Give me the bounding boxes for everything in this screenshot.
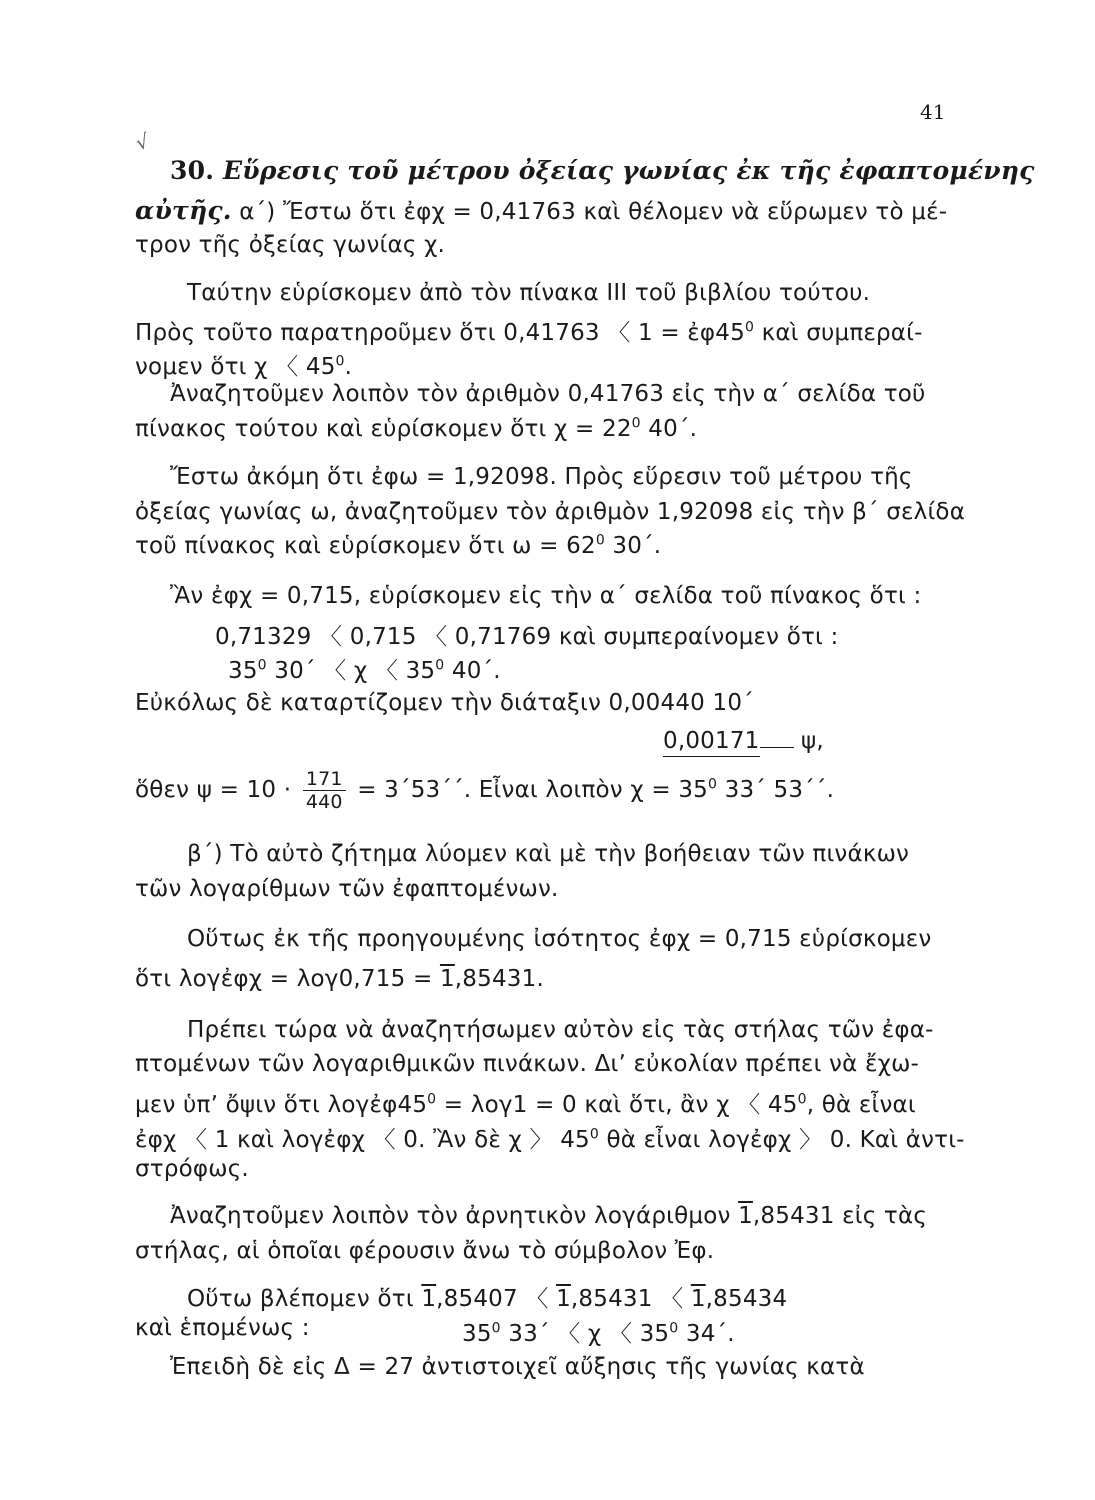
text-line: στήλας, αἱ ὁποῖαι φέρουσιν ἄνω τὸ σύμβολον Ἐφ. bbox=[135, 1238, 715, 1264]
text-line: ὅτι λογἐφχ = λογ0,715 = 1,85431. bbox=[135, 966, 544, 992]
page-number: 41 bbox=[920, 100, 946, 124]
text-line: Πρὸς τοῦτο παρατηροῦμεν ὅτι 0,41763 〈 $1 = ἐ\varphi 45^0$ καὶ συμπεραί- bbox=[135, 319, 923, 346]
text-line: Ἀναζητοῦμεν λοιπὸν τὸν ἀριθμὸν 0,41763 εἰς τὴν α΄ σελίδα τοῦ bbox=[170, 381, 926, 407]
text-line: Ταύτην εὑρίσκομεν ἀπὸ τὸν πίνακα ΙΙΙ τοῦ βιβλίου τούτου. bbox=[187, 280, 871, 306]
text-line: β΄) Τὸ αὐτὸ ζήτημα λύομεν καὶ μὲ τὴν βοήθειαν τῶν πινάκων bbox=[187, 841, 910, 867]
text-line: στρόφως. bbox=[135, 1156, 249, 1182]
section-number: 30. bbox=[170, 156, 215, 185]
inequality-values: $35^0$ 33΄ 〈 χ 〈 $35^0$ 34΄. bbox=[462, 1320, 735, 1347]
text-line: πτομένων τῶν λογαριθμικῶν πινάκων. Διʼ εὐκολίαν πρέπει νὰ ἔχω- bbox=[135, 1051, 920, 1077]
text-line: Ἐπειδὴ δὲ εἰς Δ = 27 ἀντιστοιχεῖ αὔξησις τῆς γωνίας κατὰ bbox=[170, 1354, 865, 1380]
text-line: τοῦ πίνακος καὶ εὑρίσκομεν ὅτι $\omega = 62^0$ 30΄. bbox=[135, 532, 662, 559]
difference-line: 0,00171 ψ, bbox=[663, 728, 824, 754]
text-line: ὀξείας γωνίας ω, ἀναζητοῦμεν τὸν ἀριθμὸν 1,92098 εἰς τὴν β΄ σελίδα bbox=[135, 499, 966, 525]
text-line: Πρέπει τώρα νὰ ἀναζητήσωμεν αὐτὸν εἰς τὰς στήλας τῶν ἐφα- bbox=[187, 1017, 934, 1043]
inequality-line: $35^0$ 30΄ 〈 χ 〈 $35^0$ 40΄. bbox=[228, 657, 501, 684]
pencil-check-mark: √ bbox=[133, 128, 152, 156]
text-line: Ἂν ἐφχ = 0,715, εὑρίσκομεν εἰς τὴν α΄ σελίδα τοῦ πίνακος ὅτι : bbox=[170, 583, 922, 609]
text-line: νομεν ὅτι χ 〈 $45^0$. bbox=[135, 353, 353, 380]
text-line: ἐφχ 〈 1 καὶ λογἐφχ 〈 0. Ἂν δὲ χ 〉 $45^0$ θὰ εἶναι λογἐφχ 〉 0. Καὶ ἀντι- bbox=[135, 1126, 965, 1153]
inequality-line: 0,71329 〈 0,715 〈 0,71769 καὶ συμπεραίνομεν ὅτι : bbox=[215, 624, 839, 650]
inequality-line: καὶ ἑπομένως : bbox=[135, 1315, 310, 1341]
text-line: τῶν λογαρίθμων τῶν ἐφαπτομένων. bbox=[135, 876, 559, 902]
text-line: Οὕτως ἐκ τῆς προηγουμένης ἰσότητος ἐφχ = 0,715 εὑρίσκομεν bbox=[187, 926, 932, 952]
formula-line: ὅθεν ψ = 10 · $\frac{171}{440}$ = 3΄53΄΄. Εἶναι λοιπὸν $\chi = 35^0$ 33΄ 53΄΄. bbox=[135, 768, 835, 813]
text-line: Ἔστω ἀκόμη ὅτι ἐφω = 1,92098. Πρὸς εὕρεσιν τοῦ μέτρου τῆς bbox=[170, 464, 913, 490]
section-title-line1: 30. Εὕρεσις τοῦ μέτρου ὀξείας γωνίας ἐκ τῆς ἐφαπτομένης bbox=[170, 156, 1035, 185]
text-line: μεν ὑπʼ ὄψιν ὅτι $\lambda o\gamma ἐ\varphi 45^0 = \lambda o\gamma 1 = 0$ καὶ ὅτι, ἂν χ 〈 $45^0$, θὰ εἶναι bbox=[135, 1091, 916, 1118]
text-line: πίνακος τούτου καὶ εὑρίσκομεν ὅτι $\chi = 22^0$ 40΄. bbox=[135, 415, 698, 442]
text-line: Εὐκόλως δὲ καταρτίζομεν τὴν διάταξιν 0,00440 10΄ bbox=[135, 690, 754, 716]
section-title-line2: αὐτῆς. α΄) Ἔστω ὅτι ἐφχ = 0,41763 καὶ θέλομεν νὰ εὕρωμεν τὸ μέ- bbox=[135, 196, 948, 225]
fraction: $\frac{171}{440}$ bbox=[303, 768, 346, 813]
text-line: τρον τῆς ὀξείας γωνίας χ. bbox=[135, 232, 446, 258]
text-line: Ἀναζητοῦμεν λοιπὸν τὸν ἀρνητικὸν λογάριθμον 1,85431 εἰς τὰς bbox=[170, 1203, 928, 1229]
inequality-line: Οὕτω βλέπομεν ὅτι 1,85407 〈 1,85431 〈 1,85434 bbox=[187, 1286, 788, 1312]
